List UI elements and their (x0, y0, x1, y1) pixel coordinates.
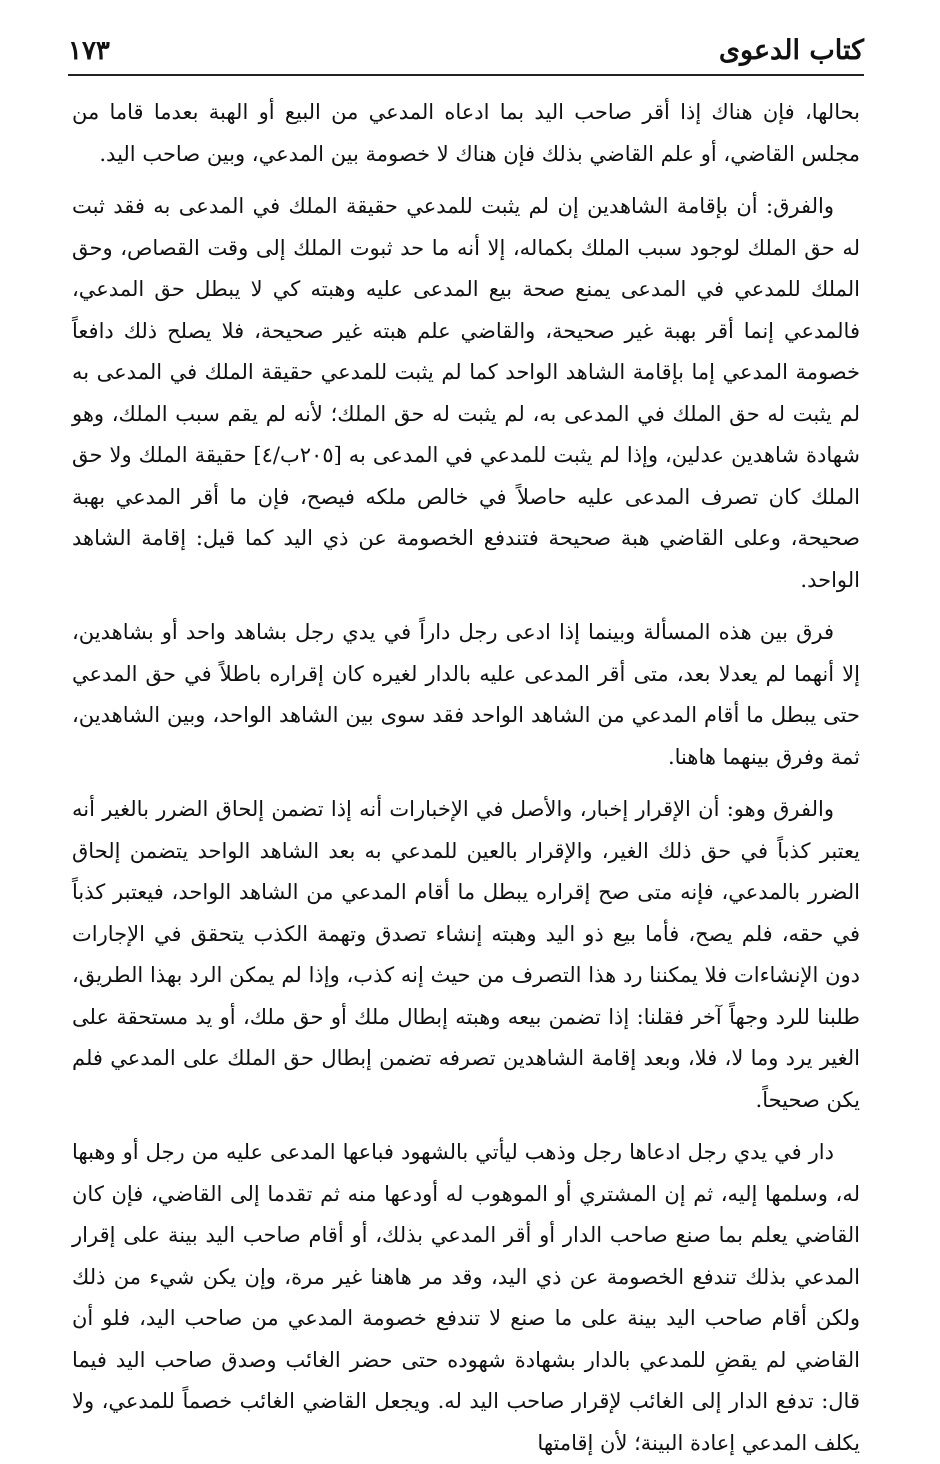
paragraph: والفرق: أن بإقامة الشاهدين إن لم يثبت للمدعي حقيقة الملك في المدعى به فقد ثبت له حق الملك لوجود سبب الملك بكماله، إلا أنه ما حد ثبوت الملك إلى وقت القصاص، وحق الملك للمدعي في المدعى يمنع صحة بيع المدعى عليه وهبته كي لا يبطل حق المدعي، فالمدعي إنما أقر بهبة غير صحيحة، والقاضي علم هبته غير صحيحة، فلا يصلح ذلك دافعاً خصومة المدعي إما بإقامة الشاهد الواحد كما لم يثبت للمدعي حقيقة الملك في المدعى به لم يثبت له حق الملك في المدعى به، لم يثبت له حق الملك؛ لأنه لم يقم سبب الملك، وهو شهادة شاهدين عدلين، وإذا لم يثبت للمدعي في المدعى به [٢٠٥ب/٤] حقيقة الملك ولا حق الملك كان تصرف المدعى عليه حاصلاً في خالص ملكه فيصح، فإن ما أقر المدعي بهبة صحيحة، وعلى القاضي هبة صحيحة فتندفع الخصومة عن ذي اليد كما قيل: إقامة الشاهد الواحد. (72, 194, 861, 592)
page-header (68, 26, 864, 78)
paragraph: والفرق وهو: أن الإقرار إخبار، والأصل في الإخبارات أنه إذا تضمن إلحاق الضرر بالغير أنه يعتبر كذباً في حق ذلك الغير، والإقرار بالعين للمدعي به بعد الشاهد الواحد يتضمن إلحاق الضرر بالمدعي، فإنه متى صح إقراره يبطل ما أقام المدعي من الشاهد الواحد، فيعتبر كذباً في حقه، فلم يصح، فأما بيع ذو اليد وهبته إنشاء تصدق وتهمة الكذب يتحقق في الإجارات دون الإنشاءات فلا يمكننا رد هذا التصرف من حيث إنه كذب، وإذا لم يمكن الرد بهذا الطريق، طلبنا للرد وجهاً آخر فقلنا: إذا تضمن بيعه وهبته إبطال ملك أو حق ملك، أو يد مستحقة على الغير يرد وما لا، فلا، وبعد إقامة الشاهدين تصرفه تضمن إبطال حق الملك على المدعي فلم يكن صحيحاً. (72, 797, 860, 1112)
paragraph: دار في يدي رجل ادعاها رجل وذهب ليأتي بالشهود فباعها المدعى عليه من رجل أو وهبها له، وسلمها إليه، ثم إن المشتري أو الموهوب له أودعها منه ثم تقدما إلى القاضي، فإن كان القاضي يعلم بما صنع صاحب الدار أو أقر المدعي بذلك، أو أقام صاحب اليد بينة على إقرار المدعي بذلك تندفع الخصومة عن ذي اليد، وقد مر هاهنا غير مرة، وإن يكن شيء من ذلك ولكن أقام صاحب اليد بينة على ما صنع لا تندفع خصومة المدعي من صاحب اليد، فلو أن القاضي لم يقضِ للمدعي بالدار بشهادة شهوده حتى حضر الغائب وصدق صاحب اليد فيما قال: تدفع الدار إلى الغائب لإقرار صاحب اليد له. ويجعل القاضي الغائب خصماً للمدعي، ولا يكلف المدعي إعادة البينة؛ لأن إقامتها (72, 1140, 860, 1455)
paragraph: بحالها، فإن هناك إذا أقر صاحب اليد بما ادعاه المدعي من البيع أو الهبة بعدما قاما من مجلس القاضي، أو علم القاضي بذلك فإن هناك لا خصومة بين المدعي، وبين صاحب اليد. (72, 100, 860, 166)
page-number: ١٧٣ (68, 36, 110, 66)
header-divider (68, 74, 864, 76)
chapter-title: كتاب الدعوى (718, 35, 864, 66)
paragraph: فرق بين هذه المسألة وبينما إذا ادعى رجل داراً في يدي رجل بشاهد واحد أو بشاهدين، إلا أنهما لم يعدلا بعد، متى أقر المدعى عليه بالدار لغيره كان إقراره باطلاً في حق المدعي حتى يبطل ما أقام المدعي من الشاهد الواحد فقد سوى بين الشاهد الواحد، وبين الشاهدين، ثمة وفرق بينهما هاهنا. (72, 620, 860, 769)
page-body (72, 92, 860, 1464)
